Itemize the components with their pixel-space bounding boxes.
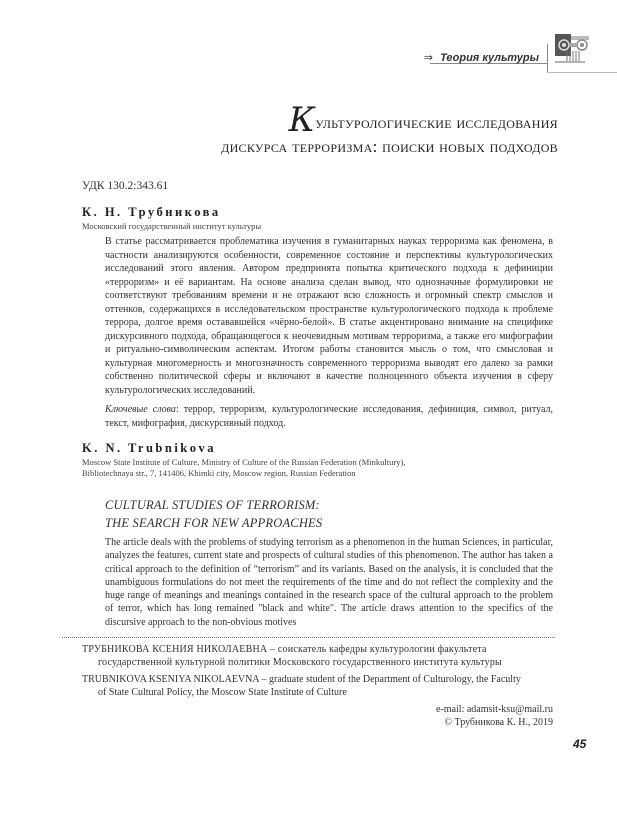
author-name-ru: К. Н. Трубникова — [82, 205, 221, 219]
keywords-label: Ключевые слова — [105, 404, 176, 415]
header-rule-bottom — [547, 72, 617, 73]
author-name-en: K. N. Trubnikova — [82, 441, 217, 455]
affiliation-en-line-1: Moscow State Institute of Culture, Ministry of Culture of the Russian Federation (Minkultury), — [82, 457, 406, 467]
abstract-ru — [105, 235, 553, 430]
section-label — [424, 51, 539, 64]
author-affiliation-en — [82, 457, 405, 479]
header-rule-vertical — [547, 44, 548, 72]
bio-en-line-1: TRUBNIKOVA KSENIYA NIKOLAEVNA – graduate student of the Department of Culturology, the Faculty — [82, 674, 521, 685]
title-line-1 — [80, 100, 558, 140]
contact-info — [436, 703, 553, 729]
ionic-column-capital-icon — [555, 34, 591, 64]
section-name: Теория культуры — [440, 52, 539, 64]
bio-en-line-2: of State Cultural Policy, the Moscow State Institute of Culture — [98, 687, 347, 698]
page-number: 45 — [573, 737, 587, 751]
article-title-en — [105, 496, 322, 532]
footnote-divider — [62, 637, 555, 638]
title-line-2: дискурса терроризма: поиски новых подходов — [221, 137, 558, 156]
affiliation-en-line-2: Bibliotechnaya str., 7, 141406, Khimki city, Moscow region, Russian Federation — [82, 468, 356, 478]
udk-code: УДК 130.2:343.61 — [82, 180, 169, 192]
author-email: e-mail: adamsit-ksu@mail.ru — [436, 704, 553, 715]
keywords-text: : террор, терроризм, культурологические исследования, дефиниция, символ, ритуал, текст, мифография, дискурсивный подход. — [105, 404, 554, 429]
keywords-ru — [105, 403, 553, 430]
title-en-line-1: CULTURAL STUDIES OF TERRORISM: — [105, 498, 320, 512]
abstract-ru-text: В статье рассматривается проблематика изучения в гуманитарных науках терроризма как феномена, в частности анализируются особенности, современное состояние и перспективы культурологических исследований этого явления. Автором предпринята попытка критического подхода к дефиниции «терроризм» и её вариантам. На основе анализа сделан вывод, что однозначные формулировки не соответствуют требованиям времени и не отражают всю сложность и огромный спектр смыслов и оттенков, содержащихся в исследовательском пространстве культурологического подхода к проблеме террора, долгое время остававшейся «чёрно-белой». В статье акцентировано внимание на специфике дискурсивного подхода, обращающегося к неочевидным мотивам терроризма, а также его мифографии и ритуально-символическим аспектам. Итогом работы становится мысль о том, что смысловая и культурная многомерность и многозначность современного терроризма выводят его далеко за рамки собственно политической сферы и включают в качестве полноценного объекта изучения в сферу культурологических исследований. — [105, 236, 553, 396]
author-bio-ru — [82, 643, 553, 669]
abstract-en: The article deals with the problems of studying terrorism as a phenomenon in the human Sciences, in particular, analyzes the features, current state and prospects of cultural studies of this phenomenon. The author has taken a critical approach to the definition of “terrorism” and its variants. Based on the analysis, it is concluded that the unambiguous formulations do not meet the requirements of the time and do not reflect the complexity and the huge range of meanings and meanings contained in the research space of the cultural approach to the problem of terror, which has long remained "black and white". The article draws attention to the specifics of the discursive approach to the non-obvious motives — [105, 537, 553, 628]
arrow-right-icon: ⇒ — [423, 52, 434, 64]
article-title — [80, 100, 558, 159]
bio-ru-line-1: ТРУБНИКОВА КСЕНИЯ НИКОЛАЕВНА – соискатель кафедры культурологии факультета — [82, 644, 487, 655]
bio-ru-line-2: государственной культурной политики Московского государственного института культуры — [98, 657, 502, 668]
author-affiliation-ru: Московский государственный институт культуры — [82, 221, 262, 231]
title-en-line-2: THE SEARCH FOR NEW APPROACHES — [105, 516, 323, 530]
running-header — [0, 44, 617, 84]
author-bio-en — [82, 673, 553, 699]
title-line-1-text: ультурологические исследования — [315, 113, 558, 132]
title-initial: К — [288, 100, 316, 140]
copyright: © Трубникова К. Н., 2019 — [444, 717, 553, 728]
